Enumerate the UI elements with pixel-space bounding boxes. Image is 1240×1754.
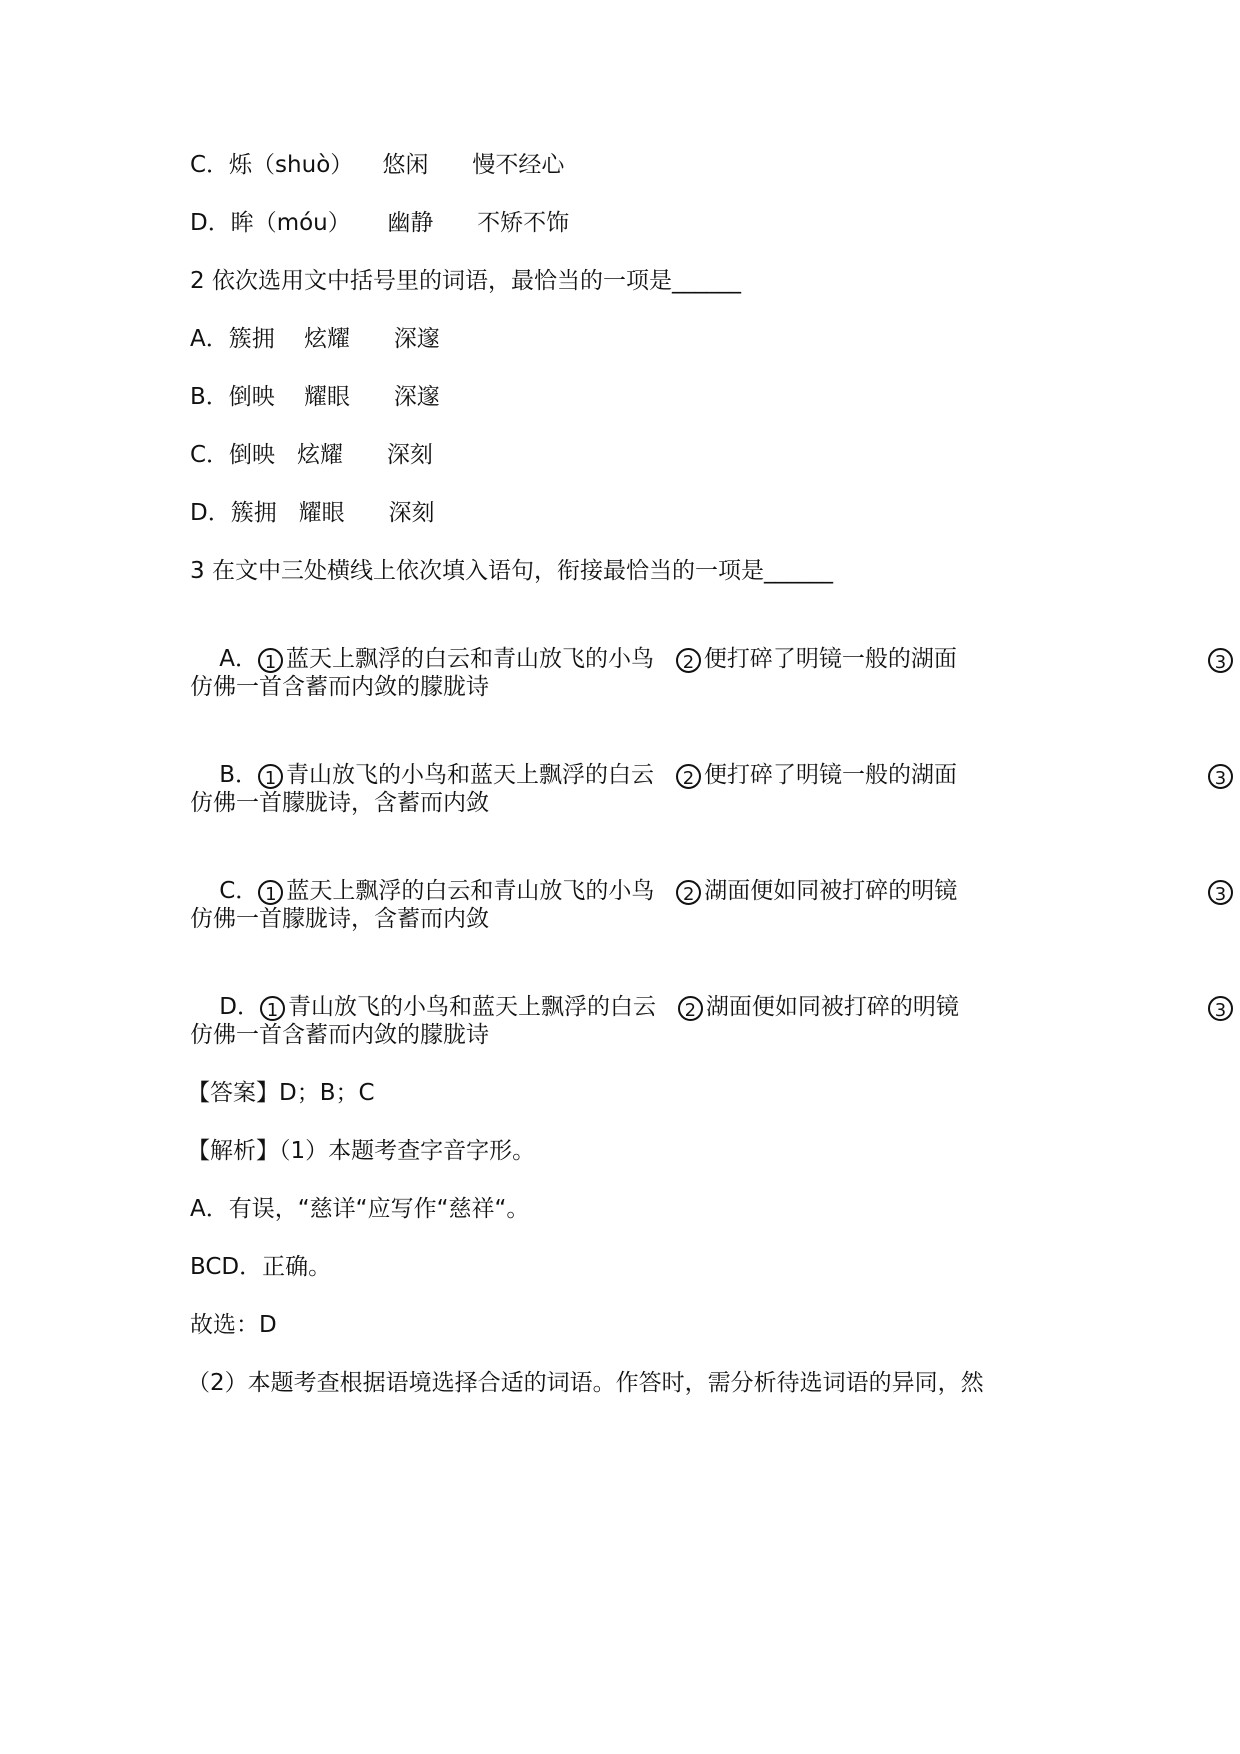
analysis-conclusion: 故选：D bbox=[190, 1312, 277, 1338]
option-part-2: 湖面便如同被打碎的明镜 bbox=[705, 994, 959, 1020]
circled-number-2: 2 bbox=[676, 880, 701, 905]
option-part-1: 青山放飞的小鸟和蓝天上飘浮的白云 bbox=[287, 994, 656, 1020]
option-part-2: 湖面便如同被打碎的明镜 bbox=[704, 878, 958, 904]
circled-number-1: 1 bbox=[258, 648, 283, 673]
option-part-1: 青山放飞的小鸟和蓝天上飘浮的白云 bbox=[286, 762, 655, 788]
option-part-2: 便打碎了明镜一般的湖面 bbox=[703, 762, 957, 788]
circled-number-1: 1 bbox=[258, 880, 283, 905]
analysis-item-bcd: BCD．正确。 bbox=[190, 1254, 332, 1280]
circled-number-3: 3 bbox=[1208, 996, 1233, 1021]
q3-option-b-continued: 仿佛一首朦胧诗，含蓄而内敛 bbox=[190, 790, 489, 816]
circled-number-2: 2 bbox=[676, 648, 701, 673]
q3-option-c-continued: 仿佛一首朦胧诗，含蓄而内敛 bbox=[190, 906, 489, 932]
q1-option-c: C．烁（shuò） 悠闲 慢不经心 bbox=[190, 152, 565, 178]
q1-option-d: D．眸（móu） 幽静 不矫不饰 bbox=[190, 210, 570, 236]
question-2-stem: 2 依次选用文中括号里的词语，最恰当的一项是______ bbox=[190, 268, 741, 294]
circled-number-1: 1 bbox=[258, 764, 283, 789]
option-part-2: 便打碎了明镜一般的湖面 bbox=[703, 646, 957, 672]
q2-option-a: A．簇拥 炫耀 深邃 bbox=[190, 326, 440, 352]
analysis-part-2: （2）本题考查根据语境选择合适的词语。作答时，需分析待选词语的异同，然 bbox=[187, 1370, 984, 1396]
analysis-item-a: A．有误，“慈详“应写作“慈祥“。 bbox=[190, 1196, 530, 1222]
circled-number-1: 1 bbox=[260, 996, 285, 1021]
option-prefix: B． bbox=[219, 762, 259, 788]
q2-option-d: D．簇拥 耀眼 深刻 bbox=[190, 500, 435, 526]
option-prefix: C． bbox=[219, 878, 259, 904]
option-prefix: A． bbox=[219, 646, 258, 672]
analysis-heading: 【解析】（1）本题考查字音字形。 bbox=[187, 1138, 536, 1164]
circled-number-3: 3 bbox=[1208, 648, 1233, 673]
q2-option-b: B．倒映 耀眼 深邃 bbox=[190, 384, 440, 410]
q3-option-d-continued: 仿佛一首含蓄而内敛的朦胧诗 bbox=[190, 1022, 489, 1048]
option-part-1: 蓝天上飘浮的白云和青山放飞的小鸟 bbox=[285, 646, 654, 672]
circled-number-3: 3 bbox=[1208, 764, 1233, 789]
circled-number-3: 3 bbox=[1208, 880, 1233, 905]
circled-number-2: 2 bbox=[678, 996, 703, 1021]
circled-number-2: 2 bbox=[676, 764, 701, 789]
q2-option-c: C．倒映 炫耀 深刻 bbox=[190, 442, 433, 468]
option-prefix: D． bbox=[219, 994, 260, 1020]
question-3-stem: 3 在文中三处横线上依次填入语句，衔接最恰当的一项是______ bbox=[190, 558, 833, 584]
option-part-1: 蓝天上飘浮的白云和青山放飞的小鸟 bbox=[286, 878, 655, 904]
answer-line: 【答案】D；B；C bbox=[187, 1080, 375, 1106]
q3-option-a-continued: 仿佛一首含蓄而内敛的朦胧诗 bbox=[190, 674, 489, 700]
